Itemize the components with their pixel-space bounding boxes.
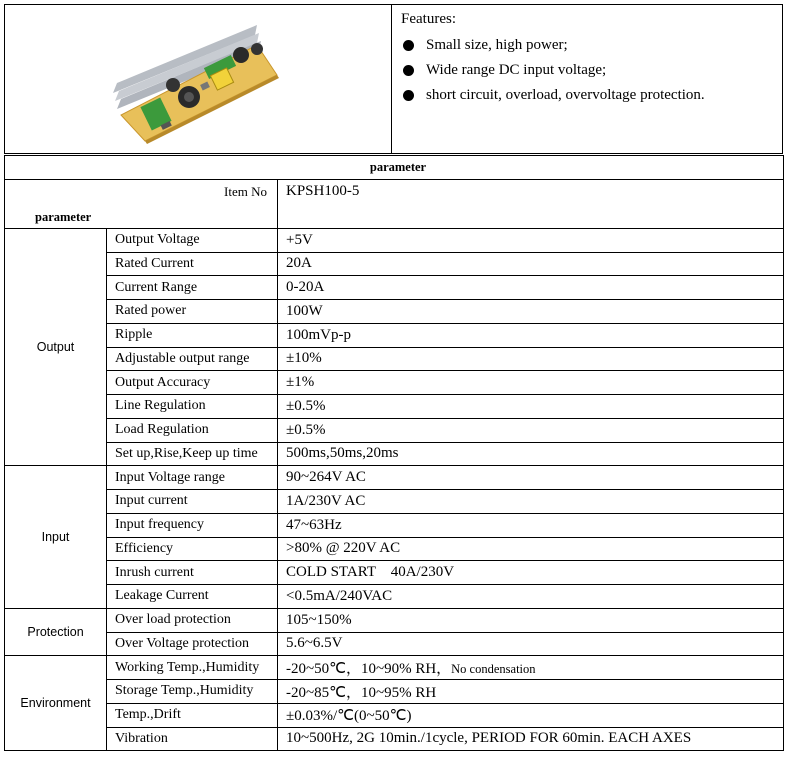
value-cell: 20A xyxy=(278,252,784,276)
spec-sheet xyxy=(4,4,783,776)
table-row xyxy=(5,466,784,490)
param-cell: Efficiency xyxy=(107,537,278,561)
table-row xyxy=(5,680,784,704)
item-row xyxy=(5,179,784,228)
value-cell: ±0.5% xyxy=(278,418,784,442)
value-cell: 500ms,50ms,20ms xyxy=(278,442,784,466)
feature-item: short circuit, overload, overvoltage protection. xyxy=(393,83,705,108)
table-row xyxy=(5,561,784,585)
value-cell: +5V xyxy=(278,228,784,252)
param-cell: Ripple xyxy=(107,323,278,347)
value-cell: ±10% xyxy=(278,347,784,371)
product-image-cell xyxy=(5,5,392,153)
value-extra: No condensation xyxy=(451,662,536,677)
table-row xyxy=(5,632,784,656)
param-cell: Vibration xyxy=(107,727,278,751)
table-row xyxy=(5,418,784,442)
bullet-icon xyxy=(403,40,414,51)
table-row xyxy=(5,323,784,347)
value-cell: 10~500Hz, 2G 10min./1cycle, PERIOD FOR 60min. EACH AXES xyxy=(278,727,784,751)
table-row xyxy=(5,371,784,395)
table-row xyxy=(5,585,784,609)
param-cell: Input current xyxy=(107,490,278,514)
param-cell: Load Regulation xyxy=(107,418,278,442)
value-cell: ±0.03%/℃(0~50℃) xyxy=(278,703,784,727)
value-cell: <0.5mA/240VAC xyxy=(278,585,784,609)
param-cell: Leakage Current xyxy=(107,585,278,609)
group-protection: Protection xyxy=(5,608,107,656)
table-row xyxy=(5,395,784,419)
param-cell: Over Voltage protection xyxy=(107,632,278,656)
bullet-icon xyxy=(403,65,414,76)
param-cell: Temp.,Drift xyxy=(107,703,278,727)
value-cell: 47~63Hz xyxy=(278,513,784,537)
value-cell: -20~85℃，10~95% RH xyxy=(278,680,784,704)
table-row xyxy=(5,727,784,751)
table-row xyxy=(5,252,784,276)
table-row xyxy=(5,513,784,537)
param-cell: Inrush current xyxy=(107,561,278,585)
table-row xyxy=(5,228,784,252)
param-cell: Working Temp.,Humidity xyxy=(107,656,278,680)
param-cell: Rated Current xyxy=(107,252,278,276)
param-cell: Input Voltage range xyxy=(107,466,278,490)
group-input: Input xyxy=(5,466,107,609)
value-cell: ±0.5% xyxy=(278,395,784,419)
value-cell: 0-20A xyxy=(278,276,784,300)
value-cell: 5.6~6.5V xyxy=(278,632,784,656)
group-output: Output xyxy=(5,228,107,466)
table-row xyxy=(5,490,784,514)
value-cell: ±1% xyxy=(278,371,784,395)
table-row xyxy=(5,276,784,300)
value-cell: 105~150% xyxy=(278,608,784,632)
value-cell: -20~50℃，10~90% RH，No condensation xyxy=(278,656,784,680)
group-environment: Environment xyxy=(5,656,107,751)
value-cell: 90~264V AC xyxy=(278,466,784,490)
table-row xyxy=(5,703,784,727)
param-cell: Output Accuracy xyxy=(107,371,278,395)
table-row xyxy=(5,537,784,561)
item-no-label: Item No xyxy=(224,183,267,199)
features-list xyxy=(393,33,705,108)
product-image xyxy=(5,5,391,153)
value-cell: 1A/230V AC xyxy=(278,490,784,514)
features-title: Features: xyxy=(401,11,456,27)
table-row xyxy=(5,347,784,371)
bullet-icon xyxy=(403,90,414,101)
feature-item: Small size, high power; xyxy=(393,33,705,58)
table-header-row xyxy=(5,156,784,180)
table-row xyxy=(5,608,784,632)
spec-table xyxy=(4,155,784,751)
param-cell: Input frequency xyxy=(107,513,278,537)
param-cell: Set up,Rise,Keep up time xyxy=(107,442,278,466)
table-row xyxy=(5,656,784,680)
table-row xyxy=(5,300,784,324)
value-cell: COLD START 40A/230V xyxy=(278,561,784,585)
feature-item: Wide range DC input voltage; xyxy=(393,58,705,83)
value-cell: 100mVp-p xyxy=(278,323,784,347)
item-label-cell xyxy=(5,179,278,228)
param-cell: Line Regulation xyxy=(107,395,278,419)
param-cell: Over load protection xyxy=(107,608,278,632)
param-cell: Current Range xyxy=(107,276,278,300)
item-no-value: KPSH100-5 xyxy=(278,179,784,228)
value-cell: >80% @ 220V AC xyxy=(278,537,784,561)
top-section xyxy=(4,4,783,154)
param-cell: Storage Temp.,Humidity xyxy=(107,680,278,704)
param-cell: Rated power xyxy=(107,300,278,324)
table-header: parameter xyxy=(5,156,784,180)
parameter-label: parameter xyxy=(35,209,92,224)
value-cell: 100W xyxy=(278,300,784,324)
features-cell xyxy=(393,5,782,153)
table-row xyxy=(5,442,784,466)
param-cell: Adjustable output range xyxy=(107,347,278,371)
param-cell: Output Voltage xyxy=(107,228,278,252)
